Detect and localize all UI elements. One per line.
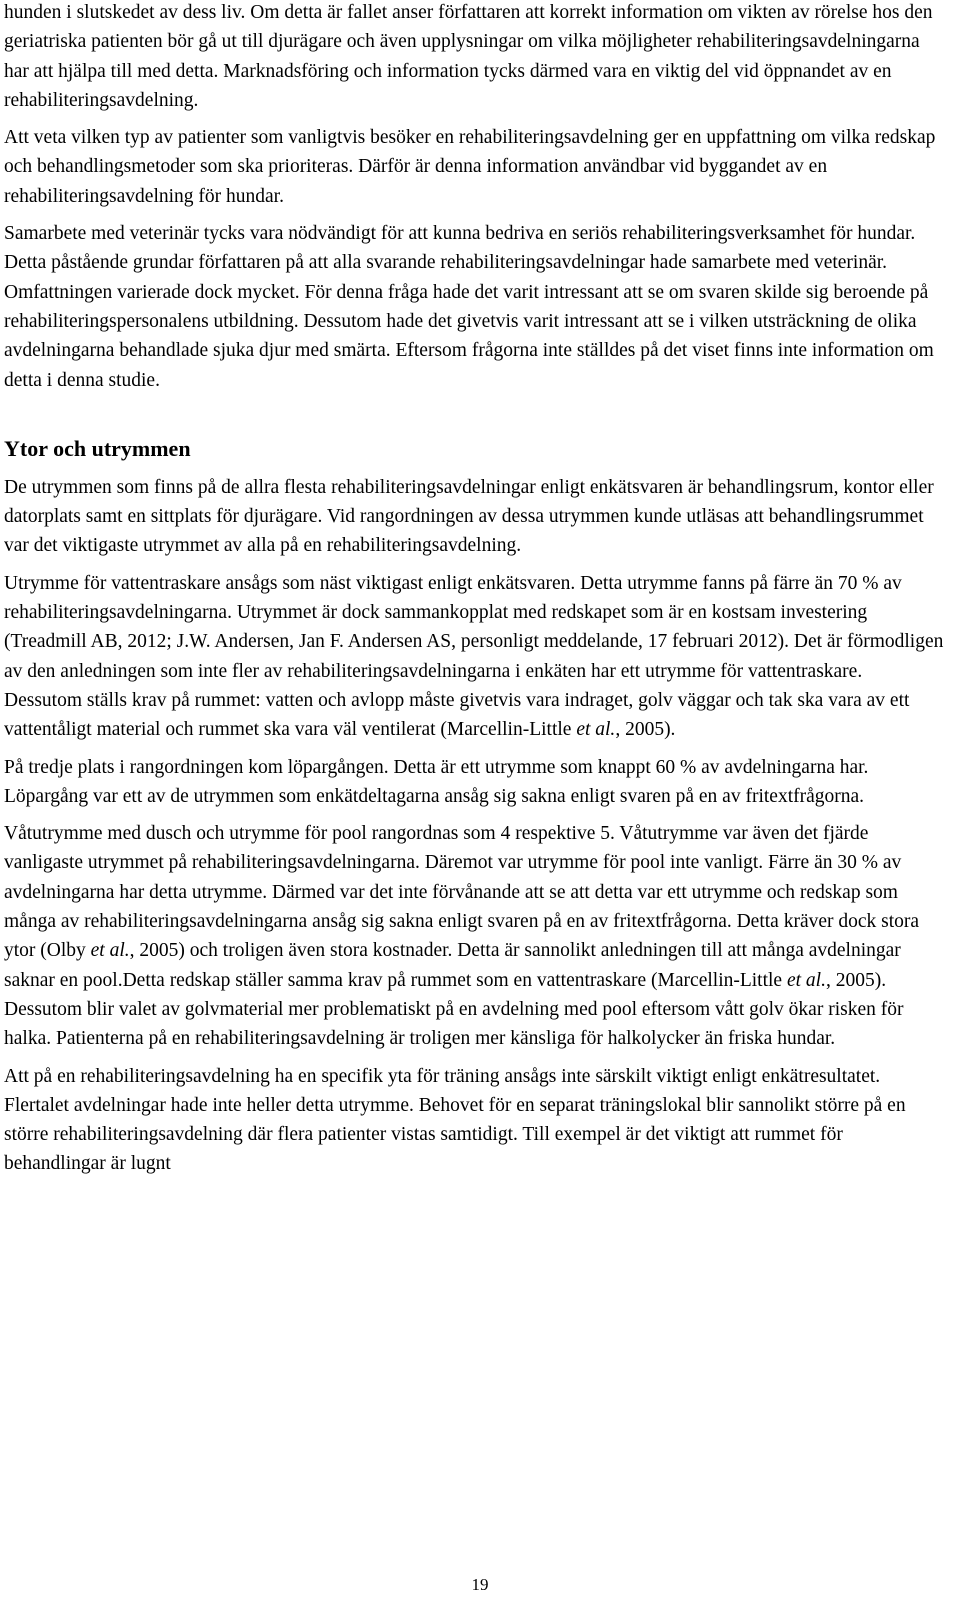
paragraph-wet-room-pool [4,819,944,1053]
text-segment: , 2005). Dessutom blir valet av golvmaterial mer problematiskt på en avdelning med pool eftersom vått golv ökar risken för halka. Patienterna på en rehabiliteringsavdelning är troligen mer känsliga för halkolycker än friska hundar. [4,969,904,1050]
text-segment: , 2005). [615,719,676,741]
paragraph-rooms: De utrymmen som finns på de allra flesta rehabiliteringsavdelningar enligt enkätsvaren är behandlingsrum, kontor eller datorplats samt en sittplats för djurägare. Vid rangordningen av dessa utrymmen kunde utläsas att behandlingsrummet var det viktigaste utrymmet av alla på en rehabiliteringsavdelning. [4,476,934,557]
paragraph-training-area: Att på en rehabiliteringsavdelning ha en specifik yta för träning ansågs inte särskilt viktigt enligt enkätresultatet. Flertalet avdelningar hade inte heller detta utrymme. Behovet för en separat träningslokal blir sannolikt större på en större rehabiliteringsavdelning där flera patienter vistas samtidigt. Till exempel är det viktigt att rummet för behandlingar är lugnt [4,1065,906,1175]
paragraph-water-treadmill [4,569,944,745]
document-page [4,0,944,1187]
paragraph-runway: På tredje plats i rangordningen kom löpargången. Detta är ett utrymme som knappt 60 % av avdelningarna har. Löpargång var ett av de utrymmen som enkätdeltagarna ansåg sig sakna enligt svaren på en av fritextfrågorna. [4,756,869,807]
italic-et-al: et al. [90,940,130,962]
paragraph-movement-info: hunden i slutskedet av dess liv. Om detta är fallet anser författaren att korrekt information om vikten av rörelse hos den geriatriska patienten bör gå ut till djurägare och även upplysningar om vilka möjligheter rehabiliteringsavdelningarna har att hjälpa till med detta. Marknadsföring och information tycks därmed vara en viktig del vid öppnandet av en rehabiliteringsavdelning. [4,2,933,111]
paragraph-veterinary-cooperation: Samarbete med veterinär tycks vara nödvändigt för att kunna bedriva en seriös rehabiliteringsverksamhet för hundar. Detta påstående grundar författaren på att alla svarande rehabiliteringsavdelningar hade samarbete med veterinär. Omfattningen varierade dock mycket. För denna fråga hade det varit intressant att se om svaren skilde sig beroende på rehabiliteringspersonalens utbildning. Dessutom hade det givetvis varit intressant att se i vilken utsträckning de olika avdelningarna behandlade sjuka djur med smärta. Eftersom frågorna inte ställdes på det viset finns inte information om detta i denna studie. [4,223,934,391]
text-segment: Våtutrymme med dusch och utrymme för pool rangordnas som 4 respektive 5. Våtutrymme var även det fjärde vanligaste utrymmet på rehabiliteringsavdelningarna. Däremot var utrymme för pool inte vanligt. Färre än 30 % av avdelningarna har detta utrymme. Därmed var det inte förvånande att se att detta var ett utrymme och redskap som många av rehabiliteringsavdelningarna ansåg sig sakna enligt svaren på en av fritextfrågorna. Detta kräver dock stora ytor (Olby [4,823,920,962]
italic-et-al: et al. [576,719,616,741]
page-number: 19 [471,1575,489,1594]
section-heading: Ytor och utrymmen [4,435,191,461]
paragraph-patient-types: Att veta vilken typ av patienter som vanligtvis besöker en rehabiliteringsavdelning ger en uppfattning om vilka redskap och behandlingsmetoder som ska prioriteras. Därför är denna information användbar vid byggandet av en rehabiliteringsavdelning för hundar. [4,127,936,207]
text-segment: , 2005) och troligen även stora kostnader. Detta är sannolikt anledningen till att många avdelningar saknar en pool.Detta redskap ställer samma krav på rummet som en vattentraskare (Marcellin-Little [4,940,901,991]
text-segment: Utrymme för vattentraskare ansågs som näst viktigast enligt enkätsvaren. Detta utrymme fanns på färre än 70 % av rehabiliteringsavdelningarna. Utrymmet är dock sammankopplat med redskapet som är en kostsam investering (Treadmill AB, 2012; J.W. Andersen, Jan F. Andersen AS, personligt meddelande, 17 februari 2012). Det är förmodligen av den anledningen som inte fler av rehabiliteringsavdelningarna i enkäten har ett utrymme för vattentraskare. Dessutom ställs krav på rummet: vatten och avlopp måste givetvis vara indraget, golv väggar och tak ska vara av ett vattentåligt material och rummet ska vara väl ventilerat (Marcellin-Little [4,572,944,741]
italic-et-al: et al. [786,969,826,991]
